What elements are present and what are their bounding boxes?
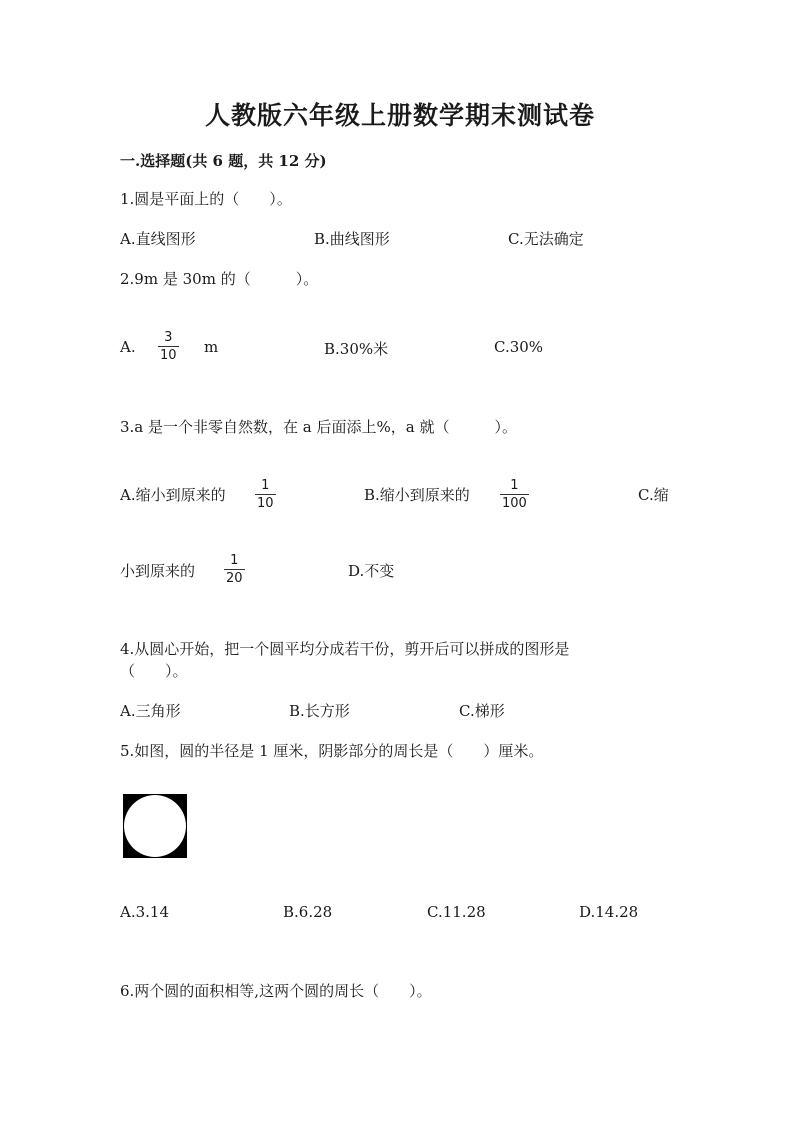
question-4-option-a: A.三角形: [120, 702, 181, 720]
fraction-bar: [224, 569, 245, 570]
question-4-stem-line-2: （ ）。: [120, 662, 188, 680]
question-2-option-c: C.30%: [494, 338, 544, 356]
question-3-option-b-text: B.缩小到原来的: [364, 486, 470, 504]
square-with-inscribed-circle-figure: [123, 794, 187, 858]
question-1-option-b: B.曲线图形: [314, 230, 390, 248]
question-2-option-a-unit: m: [204, 338, 219, 356]
question-3-stem: 3.a 是一个非零自然数，在 a 后面添上%，a 就（ ）。: [120, 418, 517, 436]
question-2-stem: 2.9m 是 30m 的（ ）。: [120, 270, 319, 288]
question-5-option-d: D.14.28: [579, 903, 639, 921]
question-1-option-c: C.无法确定: [508, 230, 584, 248]
question-3-option-c-continued: 小到原来的: [120, 562, 196, 580]
fraction-numerator: 1: [261, 478, 270, 493]
question-3-option-a-fraction: [255, 478, 276, 511]
question-4-stem-line-1: 4.从圆心开始，把一个圆平均分成若干份，剪开后可以拼成的图形是: [120, 640, 570, 658]
question-5-option-a: A.3.14: [120, 903, 169, 921]
question-3-option-c-fraction: [224, 553, 245, 586]
question-1-option-a: A.直线图形: [120, 230, 196, 248]
question-3-option-c-start: C.缩: [638, 486, 669, 504]
fraction-denominator: 100: [502, 496, 527, 511]
section-heading: 一.选择题(共 6 题，共 12 分): [120, 152, 327, 170]
fraction-denominator: 10: [160, 348, 177, 363]
fraction-bar: [500, 494, 529, 495]
question-2-option-b: B.30%米: [324, 340, 389, 358]
fraction-numerator: 1: [510, 478, 519, 493]
question-1-stem: 1.圆是平面上的（ ）。: [120, 190, 292, 208]
fraction-bar: [255, 494, 276, 495]
question-2-option-a-fraction: [158, 330, 179, 363]
fraction-numerator: 1: [230, 553, 239, 568]
question-4-option-b: B.长方形: [289, 702, 350, 720]
question-3-option-a-text: A.缩小到原来的: [120, 486, 226, 504]
question-2-option-a-prefix: A.: [120, 338, 136, 356]
question-5-option-c: C.11.28: [427, 903, 486, 921]
page-title: 人教版六年级上册数学期末测试卷: [204, 101, 595, 130]
fraction-denominator: 20: [226, 571, 243, 586]
fraction-denominator: 10: [257, 496, 274, 511]
fraction-bar: [158, 346, 179, 347]
question-3-option-b-fraction: [500, 478, 529, 511]
question-5-stem: 5.如图，圆的半径是 1 厘米，阴影部分的周长是（ ）厘米。: [120, 742, 544, 760]
fraction-numerator: 3: [164, 330, 173, 345]
inscribed-circle: [124, 795, 186, 857]
question-6-stem: 6.两个圆的面积相等,这两个圆的周长（ ）。: [120, 982, 432, 1000]
question-4-option-c: C.梯形: [459, 702, 505, 720]
question-3-option-d: D.不变: [348, 562, 395, 580]
question-5-option-b: B.6.28: [283, 903, 333, 921]
